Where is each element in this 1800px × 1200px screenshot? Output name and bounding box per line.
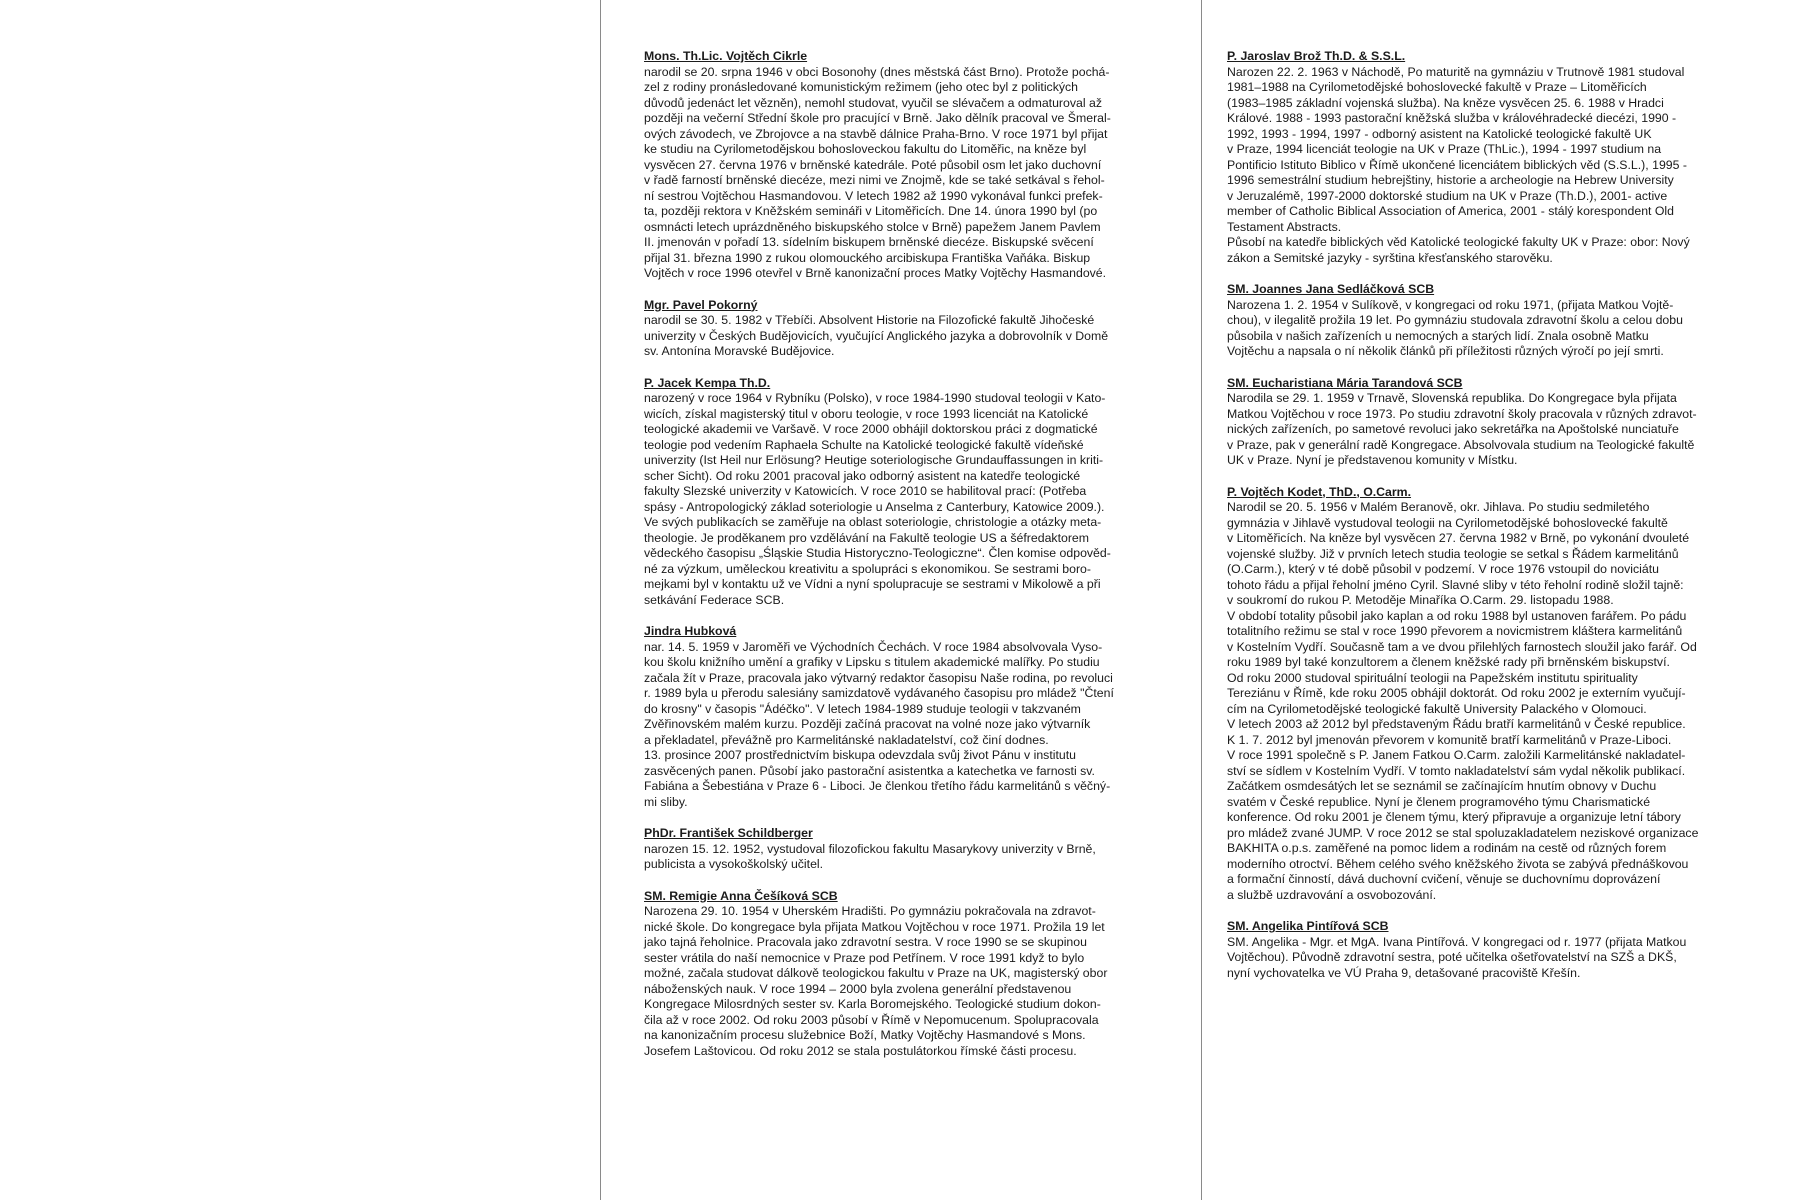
bio-entry xyxy=(644,889,1174,1060)
bio-text: Narodil se 20. 5. 1956 v Malém Beranově, okr. Jihlava. Po studiu sedmiletého gymnázia v Jihlavě vystudoval teologii na Cyrilometodějské bohoslovecké fakultě v Litoměřicích. Na kněze byl vysvěcen 27. června 1982 v Brně, po vykonání dvouleté vojenské služby. Již v prvních letech studia teologie se setkal s Řádem karmelitánů (O.Carm.), který v té době působil v podzemí. V roce 1976 vstoupil do noviciátu tohoto řádu a přijal řeholní jméno Cyril. Slavné sliby v této řeholní rodině složil tajně: v soukromí do rukou P. Metoděje Minaříka O.Carm. 29. listopadu 1988. V období totality působil jako kaplan a od roku 1988 byl ustanoven farářem. Po pádu totalitního režimu se stal v roce 1990 převorem a novicmistrem kláštera karmelitánů v Kostelním Vydří. Současně tam a ve dvou přilehlých farnostech sloužil jako farář. Od roku 1989 byl také konzultorem a členem kněžské rady při brněnském biskupství. Od roku 2000 studoval spirituální teologii na Papežském institutu spirituality Tereziánu v Římě, kde roku 2005 obhájil doktorát. Od roku 2002 je externím vyučují- cím na Cyrilometodějské teologické fakultě University Palackého v Olomouci. V letech 2003 až 2012 byl představeným Řádu bratří karmelitánů v České republice. K 1. 7. 2012 byl jmenován převorem v komunitě bratří karmelitánů v Praze-Liboci. V roce 1991 společně s P. Janem Fatkou O.Carm. založili Karmelitánské nakladatel- ství se sídlem v Kostelním Vydří. V tomto nakladatelství sám vydal několik publikací. Začátkem osmdesátých let se seznámil se začínajícím hnutím obnovy v Duchu svatém v České republice. Nyní je členem programového týmu Charismatické konference. Od roku 2001 je členem týmu, který připravuje a organizuje letní tábory pro mládež zvané JUMP. V roce 2012 se stal spoluzakladatelem neziskové organizace BAKHITA o.p.s. zaměřené na pomoc lidem a rodinám na cestě od různých forem moderního otroctví. Během celého svého kněžského života se zabývá přednáškovou a formační činností, dává duchovní cvičení, věnuje se duchovnímu doprovázení a službě uzdravování a osvobozování. xyxy=(1227,500,1699,902)
bio-text: narodil se 30. 5. 1982 v Třebíči. Absolvent Historie na Filozofické fakultě Jihočeské univerzity v Českých Budějovicích, vyučující Anglického jazyka a dobrovolník v Domě sv. Antonína Moravské Budějovice. xyxy=(644,313,1109,358)
blank-left-page xyxy=(0,0,600,1200)
bio-entry xyxy=(1227,485,1757,904)
bio-text: SM. Angelika - Mgr. et MgA. Ivana Pintířová. V kongregaci od r. 1977 (přijata Matkou Vojtěchou). Původně zdravotní sestra, poté učitelka ošetřovatelství na SZŠ a DKŠ, nyní vychovatelka ve VÚ Praha 9, detašované pracoviště Křešín. xyxy=(1227,934,1687,980)
bio-entry xyxy=(1227,282,1757,360)
bio-entry xyxy=(644,49,1174,282)
bio-entry xyxy=(644,826,1174,873)
bio-text: narozený v roce 1964 v Rybníku (Polsko), v roce 1984-1990 studoval teologii v Kato- wicích, získal magisterský titul v oboru teologie, v roce 1993 licenciát na Katolické teologické akademii ve Varšavě. V roce 2000 obhájil doktorskou práci z dogmatické teologie pod vedením Raphaela Schulte na Katolické teologické fakultě vídeňské univerzity (Ist Heil nur Erlösung? Heutige soteriologische Grundauffassungen in kriti- scher Sicht). Od roku 2001 pracoval jako odborný asistent na katedře teologické fakulty Slezské univerzity v Katowicích. V roce 2010 se habilitoval prací: (Potřeba spásy - Antropologický základ soteriologie u Anselma z Canterbury, Katowice 2009.). Ve svých publikacích se zaměřuje na oblast soteriologie, christologie a otázky meta- theologie. Je proděkanem pro vzdělávání na Fakultě teologie US a šéfredaktorem vědeckého časopisu „Śląskie Studia Historyczno-Teologiczne“. Člen komise odpověd- né za výzkum, uměleckou kreativitu a spolupráci s ekonomikou. Se sestrami boro- mejkami byl v kontaktu už ve Vídni a nyní spolupracuje se sestrami v Mikolowě a při setkávání Federace SCB. xyxy=(644,391,1111,607)
right-column-text xyxy=(1227,49,1757,997)
bio-name: P. Jacek Kempa Th.D. xyxy=(644,375,771,390)
bio-text: Narozen 22. 2. 1963 v Náchodě, Po maturitě na gymnáziu v Trutnově 1981 studoval 1981–1988 na Cyrilometodějské bohoslovecké fakultě v Praze – Litoměřicích (1983–1985 základní vojenská služba). Na kněze vysvěcen 25. 6. 1988 v Hradci Králové. 1988 - 1993 pastorační kněžská služba v královéhradecké diecézi, 1990 - 1992, 1993 - 1994, 1997 - odborný asistent na Katolické teologické fakultě UK v Praze, 1994 licenciát teologie na UK v Praze (ThLic.), 1994 - 1997 studium na Pontificio Istituto Biblico v Římě ukončené licenciátem biblických věd (S.S.L.), 1995 - 1996 semestrální studium hebrejštiny, historie a archeologie na Hebrew University v Jeruzalémě, 1997-2000 doktorské studium na UK v Praze (Th.D.), 2001- active member of Catholic Biblical Association of America, 2001 - stálý korespondent Old Testament Abstracts. Působí na katedře biblických věd Katolické teologické fakulty UK v Praze: obor: Nový zákon a Semitské jazyky - syrština křesťanského starověku. xyxy=(1227,64,1690,265)
bio-text: Narodila se 29. 1. 1959 v Trnavě, Slovenská republika. Do Kongregace byla přijata Matkou Vojtěchou v roce 1973. Po studiu zdravotní školy pracovala v různých zdravot- nických zařízeních, po sametové revoluci jako sekretářka na Apoštolské nunciatuře v Praze, pak v generální radě Kongregace. Absolvovala studium na Teologické fakultě UK v Praze. Nyní je představenou komunity v Místku. xyxy=(1227,391,1697,467)
bio-name: SM. Joannes Jana Sedláčková SCB xyxy=(1227,282,1435,296)
page-fold-divider-left xyxy=(600,0,601,1200)
bio-name: PhDr. František Schildberger xyxy=(644,826,813,840)
bio-text: Narozena 29. 10. 1954 v Uherském Hradišti. Po gymnáziu pokračovala na zdravot- nické škole. Do kongregace byla přijata Matkou Vojtěchou v roce 1971. Prožila 19 let jako tajná řeholnice. Pracovala jako zdravotní sestra. V roce 1990 se se skupinou sester vrátila do naší nemocnice v Praze pod Petřínem. V roce 1991 když to bylo možné, začala studovat dálkově teologickou fakultu v Praze na UK, magisterský obor náboženských nauk. V roce 1994 – 2000 byla zvolena generální představenou Kongregace Milosrdných sester sv. Karla Boromejského. Teologické studium dokon- čila až v roce 2002. Od roku 2003 působí v Římě v Nepomucenum. Spolupracovala na kanonizačním procesu služebnice Boží, Matky Vojtěchy Hasmandové s Mons. Josefem Laštovicou. Od roku 2012 se stala postulátorkou římské části procesu. xyxy=(644,904,1108,1058)
bio-text: narodil se 20. srpna 1946 v obci Bosonohy (dnes městská část Brno). Protože pochá- zel z rodiny pronásledované komunistickým režimem (jeho otec byl z politických důvodů jedenáct let vězněn), nemohl studovat, vyučil se slévačem a odmaturoval až později na večerní Střední škole pro pracující v Brně. Jako dělník pracoval ve Šmeral- ových závodech, ve Zbrojovce a na stavbě dálnice Praha-Brno. V roce 1971 byl přijat ke studiu na Cyrilometodějskou bohosloveckou fakultu do Litoměřic, na kněze byl vysvěcen 27. června 1976 v brněnské katedrále. Poté působil osm let jako duchovní v řadě farností brněnské diecéze, mezi nimi ve Znojmě, kde se také setkával s řehol- ní sestrou Vojtěchou Hasmandovou. V letech 1982 až 1990 vykonával funkci prefek- ta, později rektora v Kněžském semináři v Litoměřicích. Dne 14. února 1990 byl (po osmnácti letech uprázdněného biskupského stolce v Brně) papežem Janem Pavlem II. jmenován v pořadí 13. sídelním biskupem brněnské diecéze. Biskupské svěcení přijal 31. března 1990 z rukou olomouckého arcibiskupa Františka Vaňáka. Biskup Vojtěch v roce 1996 otevřel v Brně kanonizační proces Matky Vojtěchy Hasmandové. xyxy=(644,64,1111,280)
bio-name: Mons. Th.Lic. Vojtěch Cikrle xyxy=(644,49,808,63)
bio-name: SM. Angelika Pintířová SCB xyxy=(1227,919,1389,933)
bio-entry xyxy=(644,298,1174,360)
bio-name: Mgr. Pavel Pokorný xyxy=(644,297,758,312)
bio-name: P. Vojtěch Kodet, ThD., O.Carm. xyxy=(1227,484,1412,499)
bio-name: P. Jaroslav Brož Th.D. & S.S.L. xyxy=(1227,49,1406,63)
bio-entry xyxy=(644,624,1174,810)
bio-name: SM. Remigie Anna Češíková SCB xyxy=(644,888,838,903)
bio-name: SM. Eucharistiana Mária Tarandová SCB xyxy=(1227,375,1463,390)
bio-entry xyxy=(1227,919,1757,981)
bio-name: Jindra Hubková xyxy=(644,624,737,638)
bio-text: nar. 14. 5. 1959 v Jaroměři ve Východních Čechách. V roce 1984 absolvovala Vyso- kou školu knižního umění a grafiky v Lipsku s titulem akademické malířky. Po studiu začala žít v Praze, pracovala jako výtvarný redaktor časopisu Naše rodina, po revoluci r. 1989 byla u přerodu salesiány samizdatově vydávaného časopisu pro mládež "Čtení do krosny" v časopis "Ádéčko". V letech 1984-1989 studuje teologii v takzvaném Zvěřinovském malém kurzu. Později začíná pracovat na volné noze jako výtvarník a překladatel, převážně pro Karmelitánské nakladatelství, což činí dodnes. 13. prosince 2007 prostřednictvím biskupa odevzdala svůj život Pánu v institutu zasvěcených panen. Působí jako pastorační asistentka a katechetka ve farnosti sv. Fabiána a Šebestiána v Praze 6 - Liboci. Je členkou třetího řádu karmelitánů s věčný- mi sliby. xyxy=(644,639,1114,809)
page-fold-divider-right xyxy=(1201,0,1202,1200)
bio-entry xyxy=(1227,376,1757,469)
bio-entry xyxy=(644,376,1174,609)
bio-entry xyxy=(1227,49,1757,266)
middle-column-text xyxy=(644,49,1174,1075)
bio-text: Narozena 1. 2. 1954 v Sulíkově, v kongregaci od roku 1971, (přijata Matkou Vojtě- chou), v ilegalitě prožila 19 let. Po gymnáziu studovala zdravotní školu a celou dobu působila v našich zařízeních u nemocných a starých lidí. Znala osobně Matku Vojtěchu a napsala o ní několik článků při příležitosti různých výročí po její smrti. xyxy=(1227,297,1683,358)
bio-text: narozen 15. 12. 1952, vystudoval filozofickou fakultu Masarykovy univerzity v Brně, publicista a vysokoškolský učitel. xyxy=(644,841,1096,871)
